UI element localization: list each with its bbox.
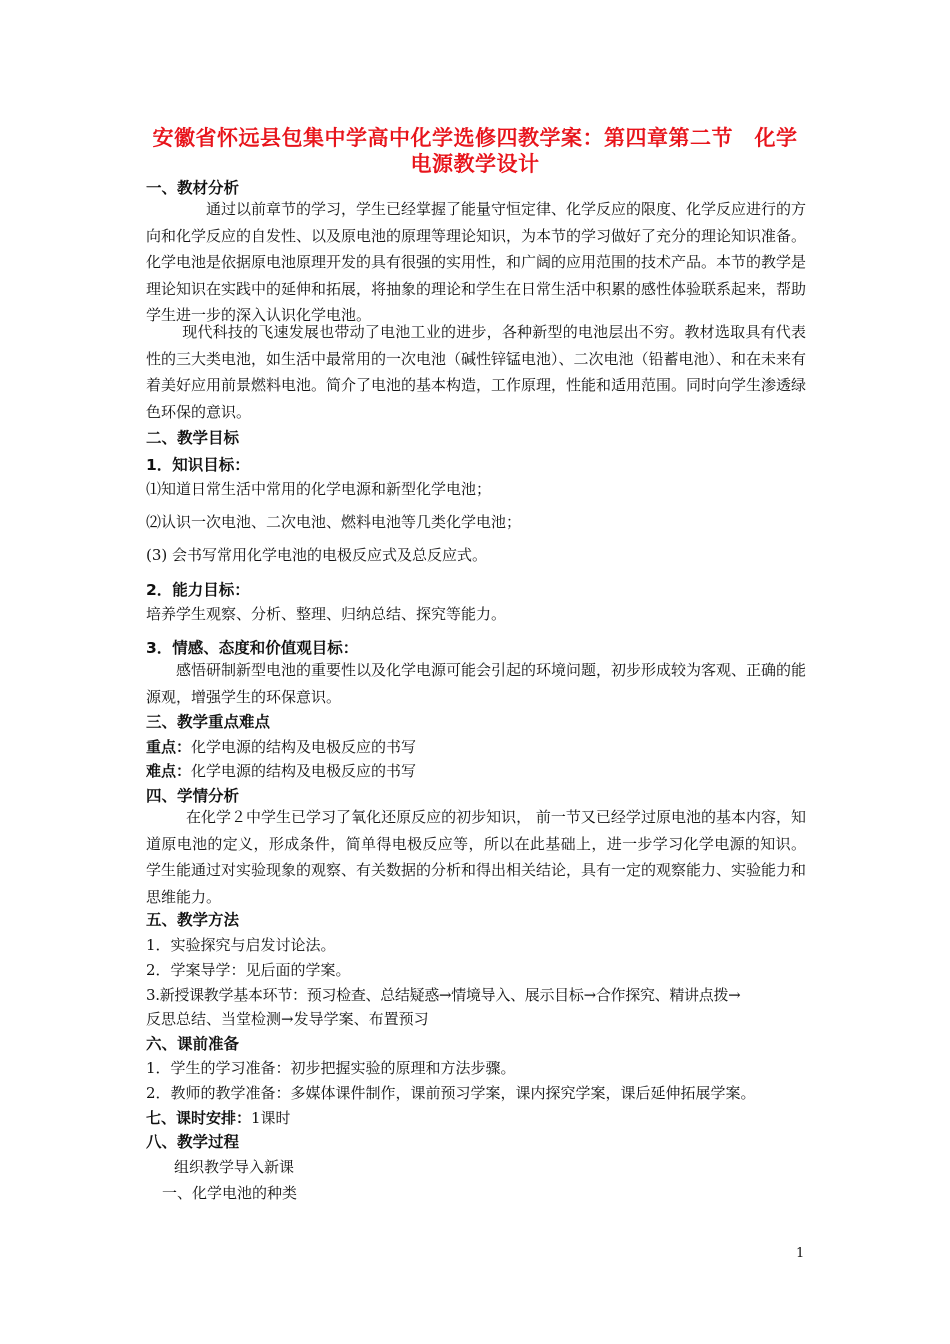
subheading-ability-goals: 2．能力目标： <box>146 581 250 599</box>
paragraph-text: 现代科技的飞速发展也带动了电池工业的进步，各种新型的电池层出不穷。教材选取具有代表性的三大类电池，如生活中最常用的一次电池（碱性锌锰电池）、二次电池（铅蓄电池）、和在未来有着美好应用前景燃料电池。简介了电池的基本构造，工作原理，性能和适用范围。同时向学生渗透绿色环保的意识。 <box>146 323 807 421</box>
key-point-line <box>146 737 416 757</box>
paragraph-text: 在化学２中学生已学习了氧化还原反应的初步知识， 前一节又已经学过原电池的基本内容，知道原电池的定义，形成条件，简单得电极反应等，所以在此基础上，进一步学习化学电源的知识。 学生能通过对实验现象的观察、有关数据的分析和得出相关结论，具有一定的观察能力、实验能力和思维能力。 <box>146 808 807 906</box>
difficulty-text: 化学电源的结构及电极反应的书写 <box>191 762 417 780</box>
paragraph-textbook-analysis-2 <box>146 319 806 425</box>
class-hours-line <box>146 1108 291 1128</box>
subheading-knowledge-goals: 1．知识目标： <box>146 456 250 474</box>
paragraph-textbook-analysis-1 <box>146 196 806 329</box>
process-line-1: 组织教学导入新课 <box>174 1158 295 1176</box>
key-point-label: 重点： <box>146 738 192 756</box>
key-point-text: 化学电源的结构及电极反应的书写 <box>191 738 417 756</box>
document-title-line-2: 电源教学设计 <box>410 152 540 176</box>
emotion-goal-paragraph <box>146 657 806 710</box>
page-number: 1 <box>796 1246 805 1261</box>
student-analysis-paragraph <box>146 804 806 910</box>
section-heading-preparation: 六、课前准备 <box>146 1035 240 1053</box>
preparation-teacher: 2．教师的教学准备：多媒体课件制作，课前预习学案，课内探究学案，课后延伸拓展学案。 <box>146 1084 756 1102</box>
difficulty-label: 难点： <box>146 762 192 780</box>
section-heading-key-points: 三、教学重点难点 <box>146 713 271 731</box>
subheading-emotion-goals: 3．情感、态度和价值观目标： <box>146 639 359 657</box>
method-3-line-2: 反思总结、当堂检测→发导学案、布置预习 <box>146 1010 429 1028</box>
section-heading-teaching-process: 八、教学过程 <box>146 1133 240 1151</box>
difficulty-line <box>146 761 416 781</box>
paragraph-text: 感悟研制新型电池的重要性以及化学电源可能会引起的环境问题，初步形成较为客观、正确的能源观，增强学生的环保意识。 <box>146 661 807 706</box>
method-2: 2．学案导学：见后面的学案。 <box>146 961 351 979</box>
method-3-line-1: 3.新授课教学基本环节：预习检查、总结疑惑→情境导入、展示目标→合作探究、精讲点拨→ <box>146 986 741 1004</box>
section-heading-student-analysis: 四、学情分析 <box>146 787 240 805</box>
preparation-student: 1．学生的学习准备：初步把握实验的原理和方法步骤。 <box>146 1059 516 1077</box>
section-heading-class-hours: 七、课时安排： <box>146 1109 252 1127</box>
knowledge-goal-3: (3) 会书写常用化学电池的电极反应式及总反应式。 <box>146 546 488 564</box>
section-heading-textbook-analysis: 一、教材分析 <box>146 179 240 197</box>
section-heading-teaching-methods: 五、教学方法 <box>146 911 240 929</box>
ability-goal-text: 培养学生观察、分析、整理、归纳总结、探究等能力。 <box>146 605 507 623</box>
method-1: 1．实验探究与启发讨论法。 <box>146 936 336 954</box>
document-title-line-1: 安徽省怀远县包集中学高中化学选修四教学案：第四章第二节 化学 <box>152 126 798 150</box>
section-heading-teaching-goals: 二、教学目标 <box>146 429 240 447</box>
class-hours-value: 1课时 <box>251 1109 291 1127</box>
knowledge-goal-1: ⑴知道日常生活中常用的化学电源和新型化学电池； <box>146 480 492 498</box>
knowledge-goal-2: ⑵认识一次电池、二次电池、燃料电池等几类化学电池； <box>146 513 522 531</box>
process-line-2: 一、化学电池的种类 <box>162 1184 298 1202</box>
paragraph-text: 通过以前章节的学习，学生已经掌握了能量守恒定律、化学反应的限度、化学反应进行的方向和化学反应的自发性、以及原电池的原理等理论知识，为本节的学习做好了充分的理论知识准备。化学电池是依据原电池原理开发的具有很强的实用性，和广阔的应用范围的技术产品。本节的教学是理论知识在实践中的延伸和拓展，将抽象的理论和学生在日常生活中积累的感性体验联系起来，帮助学生进一步的深入认识化学电池。 <box>146 200 807 324</box>
